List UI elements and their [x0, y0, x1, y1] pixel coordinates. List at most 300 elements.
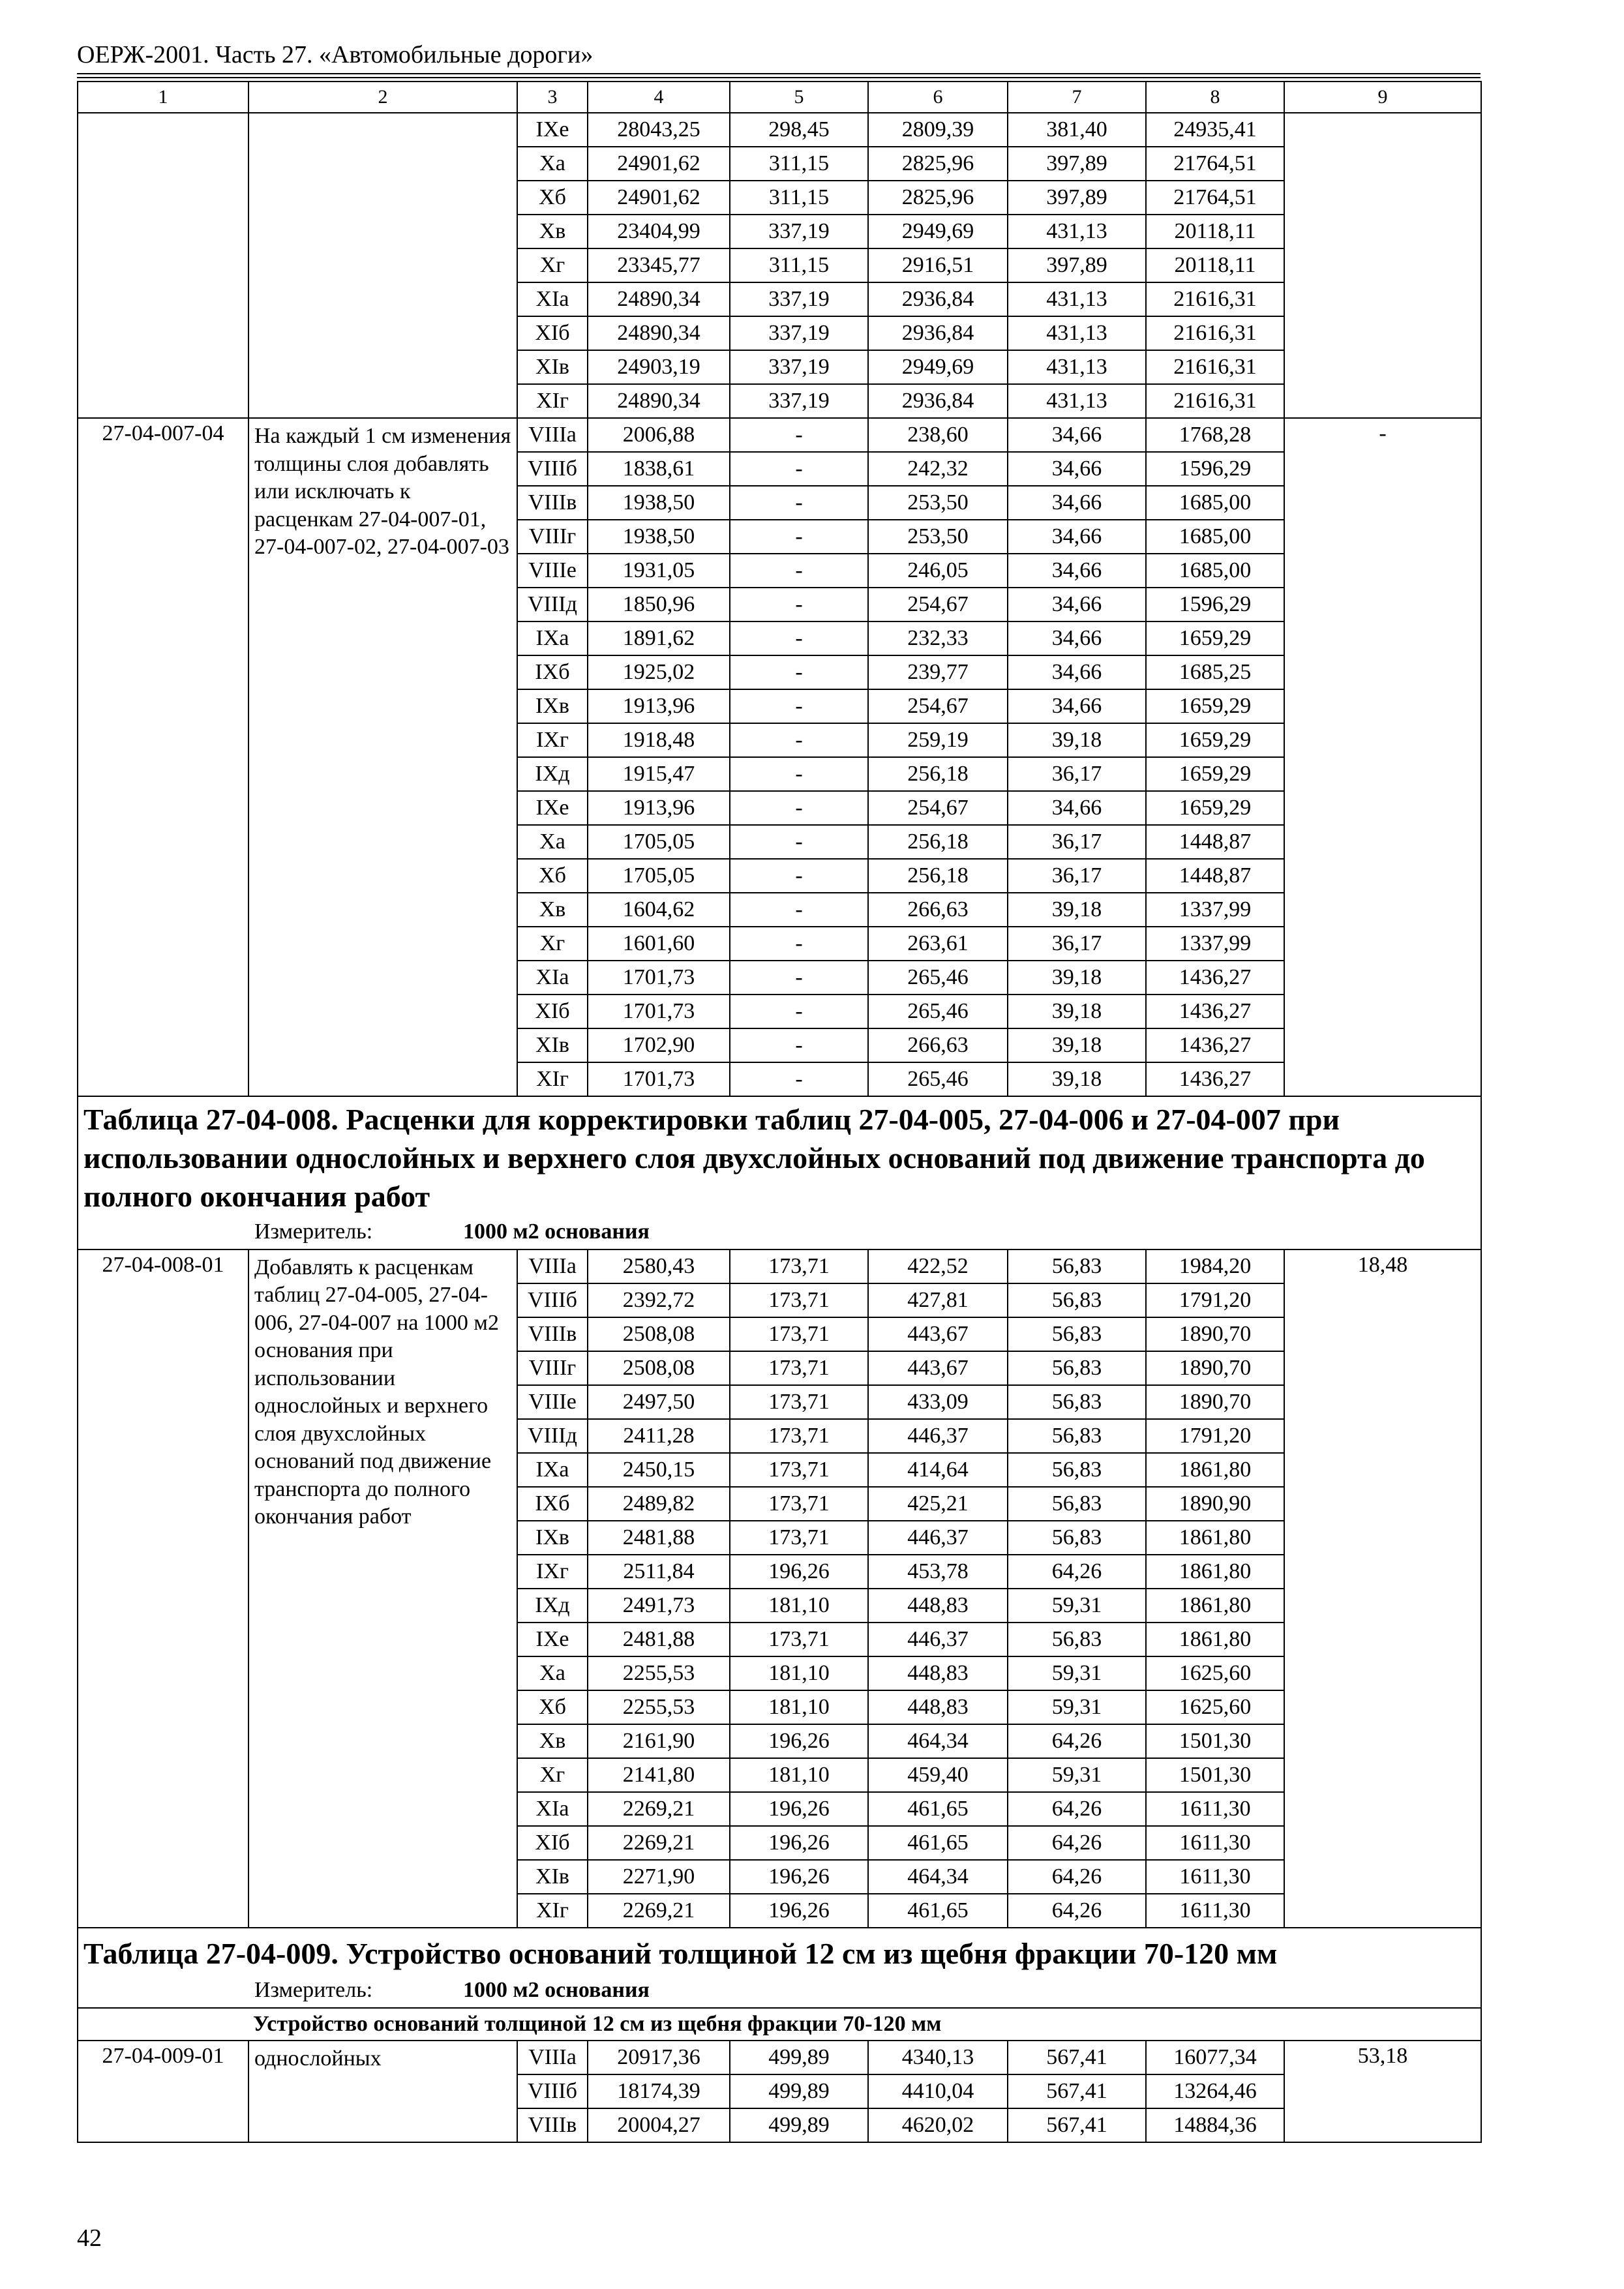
table-cell: IXб — [517, 1487, 588, 1521]
table-cell: IXг — [517, 1555, 588, 1589]
measure-line — [83, 1976, 1475, 2005]
table-cell: 425,21 — [868, 1487, 1008, 1521]
table-cell: 2949,69 — [868, 215, 1008, 248]
table-cell: 1701,73 — [588, 995, 730, 1028]
table-cell: 2450,15 — [588, 1453, 730, 1487]
column-number: 8 — [1146, 82, 1284, 113]
table-cell: 64,26 — [1008, 1894, 1146, 1928]
table-cell: 1659,29 — [1146, 621, 1284, 655]
table-cell: 173,71 — [730, 1283, 868, 1317]
table-cell: 431,13 — [1008, 350, 1146, 384]
table-cell: 431,13 — [1008, 282, 1146, 316]
table-cell: 34,66 — [1008, 554, 1146, 588]
table-cell: 242,32 — [868, 452, 1008, 486]
subheading-row — [78, 2008, 1481, 2041]
table-cell: - — [730, 791, 868, 825]
rates-table — [77, 81, 1482, 2143]
table-cell: 448,83 — [868, 1690, 1008, 1724]
rates-table-body — [78, 82, 1481, 2142]
table-cell: 56,83 — [1008, 1521, 1146, 1555]
table-cell: 20118,11 — [1146, 248, 1284, 282]
table-cell: 173,71 — [730, 1623, 868, 1656]
table-cell: 238,60 — [868, 418, 1008, 452]
column-number: 2 — [248, 82, 517, 113]
table-cell: 431,13 — [1008, 384, 1146, 418]
table-cell: 1685,00 — [1146, 520, 1284, 554]
table-cell: 18174,39 — [588, 2074, 730, 2108]
table-cell: 34,66 — [1008, 689, 1146, 723]
table-cell: 20118,11 — [1146, 215, 1284, 248]
table-cell: 56,83 — [1008, 1283, 1146, 1317]
table-cell: VIIIа — [517, 2041, 588, 2074]
table-cell: 1861,80 — [1146, 1555, 1284, 1589]
table-cell: XIв — [517, 1028, 588, 1062]
table-cell: 1918,48 — [588, 723, 730, 757]
table-cell: 2936,84 — [868, 384, 1008, 418]
table-cell: 39,18 — [1008, 1028, 1146, 1062]
table-cell: IXг — [517, 723, 588, 757]
table-title-cell — [78, 1096, 1481, 1249]
table-cell: 2491,73 — [588, 1589, 730, 1623]
rate-description — [248, 113, 517, 418]
table-cell: Xг — [517, 248, 588, 282]
table-cell: 36,17 — [1008, 859, 1146, 893]
table-cell: - — [730, 757, 868, 791]
table-cell: - — [730, 520, 868, 554]
table-cell: 173,71 — [730, 1385, 868, 1419]
table-cell: 56,83 — [1008, 1453, 1146, 1487]
table-cell: 397,89 — [1008, 147, 1146, 181]
table-cell: 2809,39 — [868, 113, 1008, 147]
labor-cost — [1284, 113, 1481, 418]
table-cell: 1913,96 — [588, 689, 730, 723]
table-cell: 20004,27 — [588, 2108, 730, 2142]
table-cell: 567,41 — [1008, 2074, 1146, 2108]
table-cell: 1891,62 — [588, 621, 730, 655]
table-cell: 23345,77 — [588, 248, 730, 282]
table-cell: 196,26 — [730, 1826, 868, 1860]
table-cell: VIIIа — [517, 418, 588, 452]
table-cell: 59,31 — [1008, 1690, 1146, 1724]
table-cell: 1659,29 — [1146, 723, 1284, 757]
table-row — [78, 113, 1481, 147]
table-cell: Xв — [517, 215, 588, 248]
table-cell: XIв — [517, 1860, 588, 1894]
table-cell: 253,50 — [868, 486, 1008, 520]
table-cell: 1611,30 — [1146, 1894, 1284, 1928]
table-cell: 1436,27 — [1146, 961, 1284, 995]
labor-cost: 53,18 — [1284, 2041, 1481, 2142]
table-cell: 173,71 — [730, 1487, 868, 1521]
table-cell: 2825,96 — [868, 181, 1008, 215]
table-cell: 1913,96 — [588, 791, 730, 825]
table-title-row — [78, 1928, 1481, 2008]
table-cell: 1861,80 — [1146, 1589, 1284, 1623]
table-cell: IXб — [517, 655, 588, 689]
table-cell: 567,41 — [1008, 2041, 1146, 2074]
table-cell: 256,18 — [868, 757, 1008, 791]
table-cell: 256,18 — [868, 859, 1008, 893]
table-cell: 1685,00 — [1146, 554, 1284, 588]
table-cell: VIIIб — [517, 2074, 588, 2108]
table-cell: 1659,29 — [1146, 689, 1284, 723]
table-cell: 1890,70 — [1146, 1317, 1284, 1351]
table-cell: 427,81 — [868, 1283, 1008, 1317]
table-cell: 4620,02 — [868, 2108, 1008, 2142]
table-cell: 311,15 — [730, 181, 868, 215]
table-cell: 24890,34 — [588, 316, 730, 350]
table-cell: 2916,51 — [868, 248, 1008, 282]
table-cell: IXе — [517, 113, 588, 147]
table-cell: 2481,88 — [588, 1623, 730, 1656]
table-title: Таблица 27-04-008. Расценки для корректировки таблиц 27-04-005, 27-04-006 и 27-04-007 при использовании однослойных и верхнего слоя двухслойных оснований под движение транспорта до полного окончания работ — [83, 1103, 1425, 1213]
table-cell: 253,50 — [868, 520, 1008, 554]
table-cell: 1890,90 — [1146, 1487, 1284, 1521]
table-cell: 1984,20 — [1146, 1249, 1284, 1283]
table-cell: 196,26 — [730, 1894, 868, 1928]
table-cell: 448,83 — [868, 1589, 1008, 1623]
table-cell: 2271,90 — [588, 1860, 730, 1894]
table-cell: - — [730, 554, 868, 588]
column-number: 6 — [868, 82, 1008, 113]
table-cell: 337,19 — [730, 215, 868, 248]
rate-code: 27-04-008-01 — [78, 1249, 248, 1928]
table-cell: 56,83 — [1008, 1351, 1146, 1385]
table-cell: 239,77 — [868, 655, 1008, 689]
table-cell: Xб — [517, 1690, 588, 1724]
table-cell: - — [730, 961, 868, 995]
table-cell: 2508,08 — [588, 1317, 730, 1351]
table-cell: 36,17 — [1008, 825, 1146, 859]
column-number: 3 — [517, 82, 588, 113]
column-number: 9 — [1284, 82, 1481, 113]
table-cell: 34,66 — [1008, 655, 1146, 689]
table-cell: 1861,80 — [1146, 1623, 1284, 1656]
rate-code: 27-04-009-01 — [78, 2041, 248, 2142]
table-cell: 453,78 — [868, 1555, 1008, 1589]
table-cell: - — [730, 621, 868, 655]
table-cell: 1705,05 — [588, 859, 730, 893]
table-cell: 1702,90 — [588, 1028, 730, 1062]
table-cell: 256,18 — [868, 825, 1008, 859]
table-cell: 246,05 — [868, 554, 1008, 588]
rate-description: однослойных — [248, 2041, 517, 2142]
table-cell: Xг — [517, 1758, 588, 1792]
table-cell: 16077,34 — [1146, 2041, 1284, 2074]
table-cell: 446,37 — [868, 1521, 1008, 1555]
table-cell: 567,41 — [1008, 2108, 1146, 2142]
table-cell: Xв — [517, 1724, 588, 1758]
table-cell: 2936,84 — [868, 282, 1008, 316]
table-cell: 34,66 — [1008, 452, 1146, 486]
table-cell: 34,66 — [1008, 791, 1146, 825]
table-cell: 21616,31 — [1146, 316, 1284, 350]
table-title: Таблица 27-04-009. Устройство оснований толщиной 12 см из щебня фракции 70-120 мм — [83, 1936, 1278, 1970]
table-cell: - — [730, 1028, 868, 1062]
table-cell: 181,10 — [730, 1656, 868, 1690]
table-cell: 1938,50 — [588, 520, 730, 554]
table-cell: XIг — [517, 1062, 588, 1096]
table-cell: 1890,70 — [1146, 1351, 1284, 1385]
table-cell: 414,64 — [868, 1453, 1008, 1487]
table-cell: 1791,20 — [1146, 1419, 1284, 1453]
table-cell: 56,83 — [1008, 1623, 1146, 1656]
table-cell: 181,10 — [730, 1690, 868, 1724]
table-cell: 56,83 — [1008, 1385, 1146, 1419]
table-cell: 1436,27 — [1146, 1028, 1284, 1062]
table-cell: 311,15 — [730, 147, 868, 181]
table-cell: 1436,27 — [1146, 1062, 1284, 1096]
table-cell: 464,34 — [868, 1724, 1008, 1758]
table-cell: IXе — [517, 791, 588, 825]
table-cell: Xб — [517, 859, 588, 893]
table-cell: 337,19 — [730, 316, 868, 350]
table-cell: 2269,21 — [588, 1894, 730, 1928]
measure-value: 1000 м2 основания — [463, 1977, 650, 2002]
table-cell: 337,19 — [730, 350, 868, 384]
table-cell: XIб — [517, 316, 588, 350]
table-cell: 1931,05 — [588, 554, 730, 588]
table-cell: 1448,87 — [1146, 825, 1284, 859]
table-cell: 2006,88 — [588, 418, 730, 452]
table-cell: 1436,27 — [1146, 995, 1284, 1028]
table-cell: 464,34 — [868, 1860, 1008, 1894]
table-cell: - — [730, 588, 868, 621]
table-cell: 265,46 — [868, 961, 1008, 995]
table-cell: 64,26 — [1008, 1792, 1146, 1826]
table-cell: - — [730, 655, 868, 689]
table-cell: 13264,46 — [1146, 2074, 1284, 2108]
table-cell: 21764,51 — [1146, 147, 1284, 181]
table-cell: 459,40 — [868, 1758, 1008, 1792]
table-cell: XIв — [517, 350, 588, 384]
table-cell: 64,26 — [1008, 1555, 1146, 1589]
table-cell: 2255,53 — [588, 1690, 730, 1724]
table-cell: XIа — [517, 282, 588, 316]
table-cell: 39,18 — [1008, 893, 1146, 927]
table-cell: 431,13 — [1008, 316, 1146, 350]
table-cell: - — [730, 859, 868, 893]
table-cell: 337,19 — [730, 282, 868, 316]
table-cell: 34,66 — [1008, 486, 1146, 520]
table-cell: VIIIе — [517, 554, 588, 588]
table-cell: 1611,30 — [1146, 1792, 1284, 1826]
table-cell: 2825,96 — [868, 147, 1008, 181]
table-cell: 259,19 — [868, 723, 1008, 757]
table-cell: 1604,62 — [588, 893, 730, 927]
table-cell: 311,15 — [730, 248, 868, 282]
column-number: 7 — [1008, 82, 1146, 113]
table-cell: 1838,61 — [588, 452, 730, 486]
labor-cost: 18,48 — [1284, 1249, 1481, 1928]
table-title-row — [78, 1096, 1481, 1249]
table-cell: 298,45 — [730, 113, 868, 147]
table-cell: 20917,36 — [588, 2041, 730, 2074]
table-cell: 36,17 — [1008, 757, 1146, 791]
table-cell: 14884,36 — [1146, 2108, 1284, 2142]
table-cell: 461,65 — [868, 1894, 1008, 1928]
table-cell: 381,40 — [1008, 113, 1146, 147]
table-cell: 64,26 — [1008, 1724, 1146, 1758]
table-cell: Xа — [517, 825, 588, 859]
table-cell: - — [730, 418, 868, 452]
column-number: 5 — [730, 82, 868, 113]
table-cell: 173,71 — [730, 1521, 868, 1555]
table-cell: 196,26 — [730, 1724, 868, 1758]
table-cell: 397,89 — [1008, 248, 1146, 282]
table-cell: 266,63 — [868, 893, 1008, 927]
table-cell: 21616,31 — [1146, 384, 1284, 418]
table-cell: XIг — [517, 384, 588, 418]
table-cell: 1501,30 — [1146, 1724, 1284, 1758]
table-cell: 24903,19 — [588, 350, 730, 384]
rate-code: 27-04-007-04 — [78, 418, 248, 1096]
header-rule-bottom — [77, 77, 1481, 78]
table-cell: XIа — [517, 1792, 588, 1826]
table-cell: IXд — [517, 757, 588, 791]
table-cell: IXв — [517, 689, 588, 723]
table-cell: VIIIв — [517, 486, 588, 520]
table-cell: 56,83 — [1008, 1487, 1146, 1521]
table-cell: XIб — [517, 1826, 588, 1860]
table-cell: 1925,02 — [588, 655, 730, 689]
table-cell: 181,10 — [730, 1589, 868, 1623]
table-cell: VIIIв — [517, 2108, 588, 2142]
table-cell: 431,13 — [1008, 215, 1146, 248]
table-cell: XIб — [517, 995, 588, 1028]
table-cell: IXа — [517, 1453, 588, 1487]
table-cell: 24935,41 — [1146, 113, 1284, 147]
measure-value: 1000 м2 основания — [463, 1219, 650, 1244]
table-cell: VIIIд — [517, 588, 588, 621]
table-cell: 39,18 — [1008, 995, 1146, 1028]
table-cell: VIIIа — [517, 1249, 588, 1283]
table-cell: 196,26 — [730, 1555, 868, 1589]
table-cell: 173,71 — [730, 1419, 868, 1453]
table-cell: 1705,05 — [588, 825, 730, 859]
table-cell: 446,37 — [868, 1623, 1008, 1656]
measure-label: Измеритель: — [254, 1219, 373, 1244]
table-cell: 422,52 — [868, 1249, 1008, 1283]
table-cell: 443,67 — [868, 1351, 1008, 1385]
table-cell: 181,10 — [730, 1758, 868, 1792]
table-cell: 1596,29 — [1146, 588, 1284, 621]
table-cell: 1659,29 — [1146, 791, 1284, 825]
table-cell: 1601,60 — [588, 927, 730, 961]
table-cell: 173,71 — [730, 1453, 868, 1487]
table-cell: 2392,72 — [588, 1283, 730, 1317]
measure-line — [83, 1218, 1475, 1246]
table-cell: 56,83 — [1008, 1249, 1146, 1283]
rate-description: На каждый 1 см изменения толщины слоя добавлять или исключать к расценкам 27-04-007-01, 27-04-007-02, 27-04-007-03 — [248, 418, 517, 1096]
table-cell: 1625,60 — [1146, 1656, 1284, 1690]
table-title-cell — [78, 1928, 1481, 2008]
table-cell: 1337,99 — [1146, 927, 1284, 961]
table-cell: 34,66 — [1008, 520, 1146, 554]
table-cell: 24890,34 — [588, 384, 730, 418]
table-cell: 28043,25 — [588, 113, 730, 147]
table-cell: 254,67 — [868, 588, 1008, 621]
table-cell: 1611,30 — [1146, 1826, 1284, 1860]
table-cell: 173,71 — [730, 1317, 868, 1351]
table-cell: 1938,50 — [588, 486, 730, 520]
table-cell: 1596,29 — [1146, 452, 1284, 486]
table-cell: 1501,30 — [1146, 1758, 1284, 1792]
table-cell: - — [730, 452, 868, 486]
table-cell: IXв — [517, 1521, 588, 1555]
page-header: ОЕРЖ-2001. Часть 27. «Автомобильные дороги» — [77, 41, 594, 68]
rate-code — [78, 113, 248, 418]
table-cell: 1448,87 — [1146, 859, 1284, 893]
table-cell: 263,61 — [868, 927, 1008, 961]
table-cell: 59,31 — [1008, 1656, 1146, 1690]
table-cell: 266,63 — [868, 1028, 1008, 1062]
table-cell: 39,18 — [1008, 1062, 1146, 1096]
table-cell: 4410,04 — [868, 2074, 1008, 2108]
table-cell: 34,66 — [1008, 418, 1146, 452]
column-number-row — [78, 82, 1481, 113]
table-cell: 56,83 — [1008, 1317, 1146, 1351]
table-cell: 461,65 — [868, 1792, 1008, 1826]
table-cell: 499,89 — [730, 2074, 868, 2108]
table-cell: 2489,82 — [588, 1487, 730, 1521]
table-cell: 1611,30 — [1146, 1860, 1284, 1894]
table-cell: IXд — [517, 1589, 588, 1623]
table-cell: 173,71 — [730, 1249, 868, 1283]
table-row — [78, 2041, 1481, 2074]
table-cell: 21764,51 — [1146, 181, 1284, 215]
table-cell: 24890,34 — [588, 282, 730, 316]
table-cell: 21616,31 — [1146, 350, 1284, 384]
table-cell: 1861,80 — [1146, 1521, 1284, 1555]
table-cell: 2161,90 — [588, 1724, 730, 1758]
table-cell: XIа — [517, 961, 588, 995]
table-cell: Xг — [517, 927, 588, 961]
table-cell: VIIIе — [517, 1385, 588, 1419]
table-cell: 1768,28 — [1146, 418, 1284, 452]
table-cell: 2511,84 — [588, 1555, 730, 1589]
table-cell: 36,17 — [1008, 927, 1146, 961]
table-cell: Xа — [517, 1656, 588, 1690]
table-cell: 1850,96 — [588, 588, 730, 621]
table-cell: 173,71 — [730, 1351, 868, 1385]
table-cell: 59,31 — [1008, 1589, 1146, 1623]
table-cell: 2949,69 — [868, 350, 1008, 384]
table-cell: 34,66 — [1008, 621, 1146, 655]
table-row — [78, 418, 1481, 452]
table-cell: - — [730, 689, 868, 723]
table-cell: 265,46 — [868, 995, 1008, 1028]
table-cell: 24901,62 — [588, 181, 730, 215]
table-cell: 1337,99 — [1146, 893, 1284, 927]
table-cell: 232,33 — [868, 621, 1008, 655]
rate-description: Добавлять к расценкам таблиц 27-04-005, 27-04-006, 27-04-007 на 1000 м2 основания при использовании однослойных и верхнего слоя двухслойных оснований под движение транспорта до полного окончания работ — [248, 1249, 517, 1928]
table-cell: 2497,50 — [588, 1385, 730, 1419]
table-cell: 56,83 — [1008, 1419, 1146, 1453]
table-cell: 1701,73 — [588, 961, 730, 995]
table-cell: - — [730, 825, 868, 859]
table-cell: 1659,29 — [1146, 757, 1284, 791]
table-cell: VIIIб — [517, 452, 588, 486]
table-cell: 1890,70 — [1146, 1385, 1284, 1419]
table-cell: 196,26 — [730, 1860, 868, 1894]
column-number: 1 — [78, 82, 248, 113]
table-cell: - — [730, 486, 868, 520]
column-number: 4 — [588, 82, 730, 113]
measure-label: Измеритель: — [254, 1977, 373, 2002]
table-row — [78, 1249, 1481, 1283]
table-cell: 446,37 — [868, 1419, 1008, 1453]
